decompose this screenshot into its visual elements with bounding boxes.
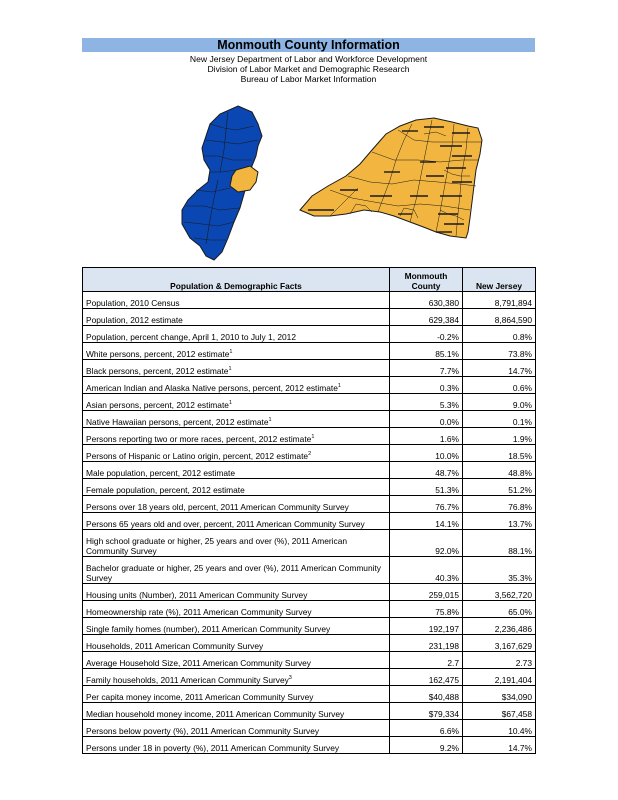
fact-label: High school graduate or higher, 25 years and over (%), 2011 American Community Survey	[86, 536, 348, 556]
county-value-cell: 5.3%	[390, 394, 463, 411]
fact-cell	[83, 584, 390, 601]
table-row	[83, 652, 536, 669]
footnote-marker: 1	[268, 417, 272, 424]
fact-cell	[83, 669, 390, 686]
fact-cell	[83, 496, 390, 513]
table-row	[83, 618, 536, 635]
county-value-cell: 40.3%	[390, 557, 463, 584]
county-value-cell: 231,198	[390, 635, 463, 652]
fact-label: Population, 2012 estimate	[86, 315, 183, 325]
fact-label: Bachelor graduate or higher, 25 years and over (%), 2011 American Community Survey	[86, 563, 381, 583]
fact-cell	[83, 720, 390, 737]
state-value-cell: 10.4%	[463, 720, 536, 737]
fact-cell	[83, 652, 390, 669]
fact-label: Black persons, percent, 2012 estimate	[86, 366, 229, 376]
state-value-cell: 3,167,629	[463, 635, 536, 652]
fact-cell	[83, 326, 390, 343]
county-value-cell: $79,334	[390, 703, 463, 720]
fact-cell	[83, 377, 390, 394]
county-value-cell: 51.3%	[390, 479, 463, 496]
state-value-cell: 2.73	[463, 652, 536, 669]
table-row	[83, 377, 536, 394]
state-value-cell: 2,236,486	[463, 618, 536, 635]
fact-label: Asian persons, percent, 2012 estimate	[86, 400, 229, 410]
county-value-cell: 9.2%	[390, 737, 463, 754]
state-value-cell: 48.8%	[463, 462, 536, 479]
monmouth-municipal-map	[300, 118, 482, 238]
fact-cell	[83, 343, 390, 360]
state-value-cell: 3,562,720	[463, 584, 536, 601]
fact-label: Homeownership rate (%), 2011 American Community Survey	[86, 607, 312, 617]
county-value-cell: 6.6%	[390, 720, 463, 737]
fact-label: Persons under 18 in poverty (%), 2011 American Community Survey	[86, 743, 340, 753]
subtitle-line-2: Division of Labor Market and Demographic Research	[207, 64, 410, 74]
fact-cell	[83, 462, 390, 479]
fact-label: Family households, 2011 American Community Survey	[86, 675, 289, 685]
county-column-header	[390, 268, 463, 292]
table-row	[83, 428, 536, 445]
table-row	[83, 601, 536, 618]
county-value-cell: 7.7%	[390, 360, 463, 377]
fact-cell	[83, 394, 390, 411]
table-row	[83, 530, 536, 557]
footnote-marker: 1	[337, 383, 341, 390]
county-value-cell: 76.7%	[390, 496, 463, 513]
footnote-marker: 2	[308, 451, 312, 458]
state-value-cell: 1.9%	[463, 428, 536, 445]
county-value-cell: 630,380	[390, 292, 463, 309]
table-row	[83, 411, 536, 428]
fact-label: Persons of Hispanic or Latino origin, percent, 2012 estimate	[86, 451, 309, 461]
table-row	[83, 686, 536, 703]
footnote-marker: 1	[229, 349, 233, 356]
monmouth-county-shape	[300, 118, 482, 238]
fact-label: White persons, percent, 2012 estimate	[86, 349, 230, 359]
fact-cell	[83, 360, 390, 377]
fact-label: Persons below poverty (%), 2011 American Community Survey	[86, 726, 320, 736]
fact-cell	[83, 686, 390, 703]
county-value-cell: 10.0%	[390, 445, 463, 462]
fact-label: Native Hawaiian persons, percent, 2012 estimate	[86, 417, 269, 427]
fact-label: Male population, percent, 2012 estimate	[86, 468, 235, 478]
county-value-cell: 162,475	[390, 669, 463, 686]
state-value-cell: 0.6%	[463, 377, 536, 394]
table-row	[83, 703, 536, 720]
county-value-cell: 259,015	[390, 584, 463, 601]
table-row	[83, 445, 536, 462]
county-value-cell: -0.2%	[390, 326, 463, 343]
county-value-cell: 2.7	[390, 652, 463, 669]
footnote-marker: 1	[311, 434, 315, 441]
table-row	[83, 635, 536, 652]
county-value-cell: 85.1%	[390, 343, 463, 360]
table-row	[83, 720, 536, 737]
fact-label: Population, percent change, April 1, 2010 to July 1, 2012	[86, 332, 296, 342]
state-value-cell: 13.7%	[463, 513, 536, 530]
county-value-cell: $40,488	[390, 686, 463, 703]
county-value-cell: 14.1%	[390, 513, 463, 530]
fact-cell	[83, 601, 390, 618]
fact-label: Median household money income, 2011 American Community Survey	[86, 709, 345, 719]
table-row	[83, 513, 536, 530]
county-value-cell: 629,384	[390, 309, 463, 326]
fact-cell	[83, 737, 390, 754]
state-column-header: New Jersey	[463, 268, 536, 292]
table-row	[83, 737, 536, 754]
table-row	[83, 360, 536, 377]
fact-label: Persons over 18 years old, percent, 2011 American Community Survey	[86, 502, 349, 512]
fact-cell	[83, 479, 390, 496]
fact-label: Persons 65 years old and over, percent, 2011 American Community Survey	[86, 519, 365, 529]
table-row	[83, 309, 536, 326]
table-row	[83, 669, 536, 686]
fact-cell	[83, 309, 390, 326]
state-value-cell: 51.2%	[463, 479, 536, 496]
table-row	[83, 462, 536, 479]
state-value-cell: $67,458	[463, 703, 536, 720]
county-value-cell: 75.8%	[390, 601, 463, 618]
state-value-cell: 9.0%	[463, 394, 536, 411]
state-value-cell: 18.5%	[463, 445, 536, 462]
county-value-cell: 92.0%	[390, 530, 463, 557]
fact-label: Persons reporting two or more races, percent, 2012 estimate	[86, 434, 312, 444]
fact-cell	[83, 411, 390, 428]
fact-column-header: Population & Demographic Facts	[83, 268, 390, 292]
fact-cell	[83, 557, 390, 584]
state-value-cell: 14.7%	[463, 737, 536, 754]
fact-cell	[83, 445, 390, 462]
page-title: Monmouth County Information	[82, 38, 535, 52]
footnote-marker: 1	[228, 400, 232, 407]
county-value-cell: 48.7%	[390, 462, 463, 479]
state-value-cell: 88.1%	[463, 530, 536, 557]
state-value-cell: 8,864,590	[463, 309, 536, 326]
county-value-cell: 0.0%	[390, 411, 463, 428]
table-row	[83, 292, 536, 309]
fact-cell	[83, 635, 390, 652]
county-header-line-1: Monmouth	[404, 271, 448, 281]
facts-table-body	[83, 292, 536, 754]
state-value-cell: 0.1%	[463, 411, 536, 428]
state-value-cell: 65.0%	[463, 601, 536, 618]
fact-label: Per capita money income, 2011 American Community Survey	[86, 692, 314, 702]
table-header-row	[83, 268, 536, 292]
footnote-marker: 3	[288, 675, 292, 682]
fact-label: Single family homes (number), 2011 American Community Survey	[86, 624, 331, 634]
subtitle-line-1: New Jersey Department of Labor and Workforce Development	[189, 54, 428, 64]
state-value-cell: 2,191,404	[463, 669, 536, 686]
fact-cell	[83, 513, 390, 530]
table-row	[83, 584, 536, 601]
fact-label: Average Household Size, 2011 American Community Survey	[86, 658, 311, 668]
county-value-cell: 0.3%	[390, 377, 463, 394]
fact-label: Households, 2011 American Community Survey	[86, 641, 264, 651]
maps-figure	[0, 96, 618, 271]
state-value-cell: $34,090	[463, 686, 536, 703]
fact-label: Population, 2010 Census	[86, 298, 180, 308]
state-value-cell: 73.8%	[463, 343, 536, 360]
fact-label: Housing units (Number), 2011 American Community Survey	[86, 590, 308, 600]
state-value-cell: 76.8%	[463, 496, 536, 513]
fact-cell	[83, 618, 390, 635]
table-row	[83, 394, 536, 411]
fact-cell	[83, 292, 390, 309]
fact-label: American Indian and Alaska Native persons, percent, 2012 estimate	[86, 383, 338, 393]
county-value-cell: 1.6%	[390, 428, 463, 445]
county-header-line-2: County	[411, 281, 441, 291]
county-value-cell: 192,197	[390, 618, 463, 635]
state-value-cell: 35.3%	[463, 557, 536, 584]
subtitle-line-3: Bureau of Labor Market Information	[240, 74, 377, 84]
table-row	[83, 326, 536, 343]
state-value-cell: 14.7%	[463, 360, 536, 377]
state-value-cell: 0.8%	[463, 326, 536, 343]
footnote-marker: 1	[228, 366, 232, 373]
table-row	[83, 343, 536, 360]
fact-cell	[83, 530, 390, 557]
table-row	[83, 496, 536, 513]
fact-cell	[83, 428, 390, 445]
fact-cell	[83, 703, 390, 720]
facts-table	[82, 267, 536, 754]
state-value-cell: 8,791,894	[463, 292, 536, 309]
table-row	[83, 479, 536, 496]
nj-state-map	[182, 106, 262, 260]
table-row	[83, 557, 536, 584]
fact-label: Female population, percent, 2012 estimate	[86, 485, 245, 495]
